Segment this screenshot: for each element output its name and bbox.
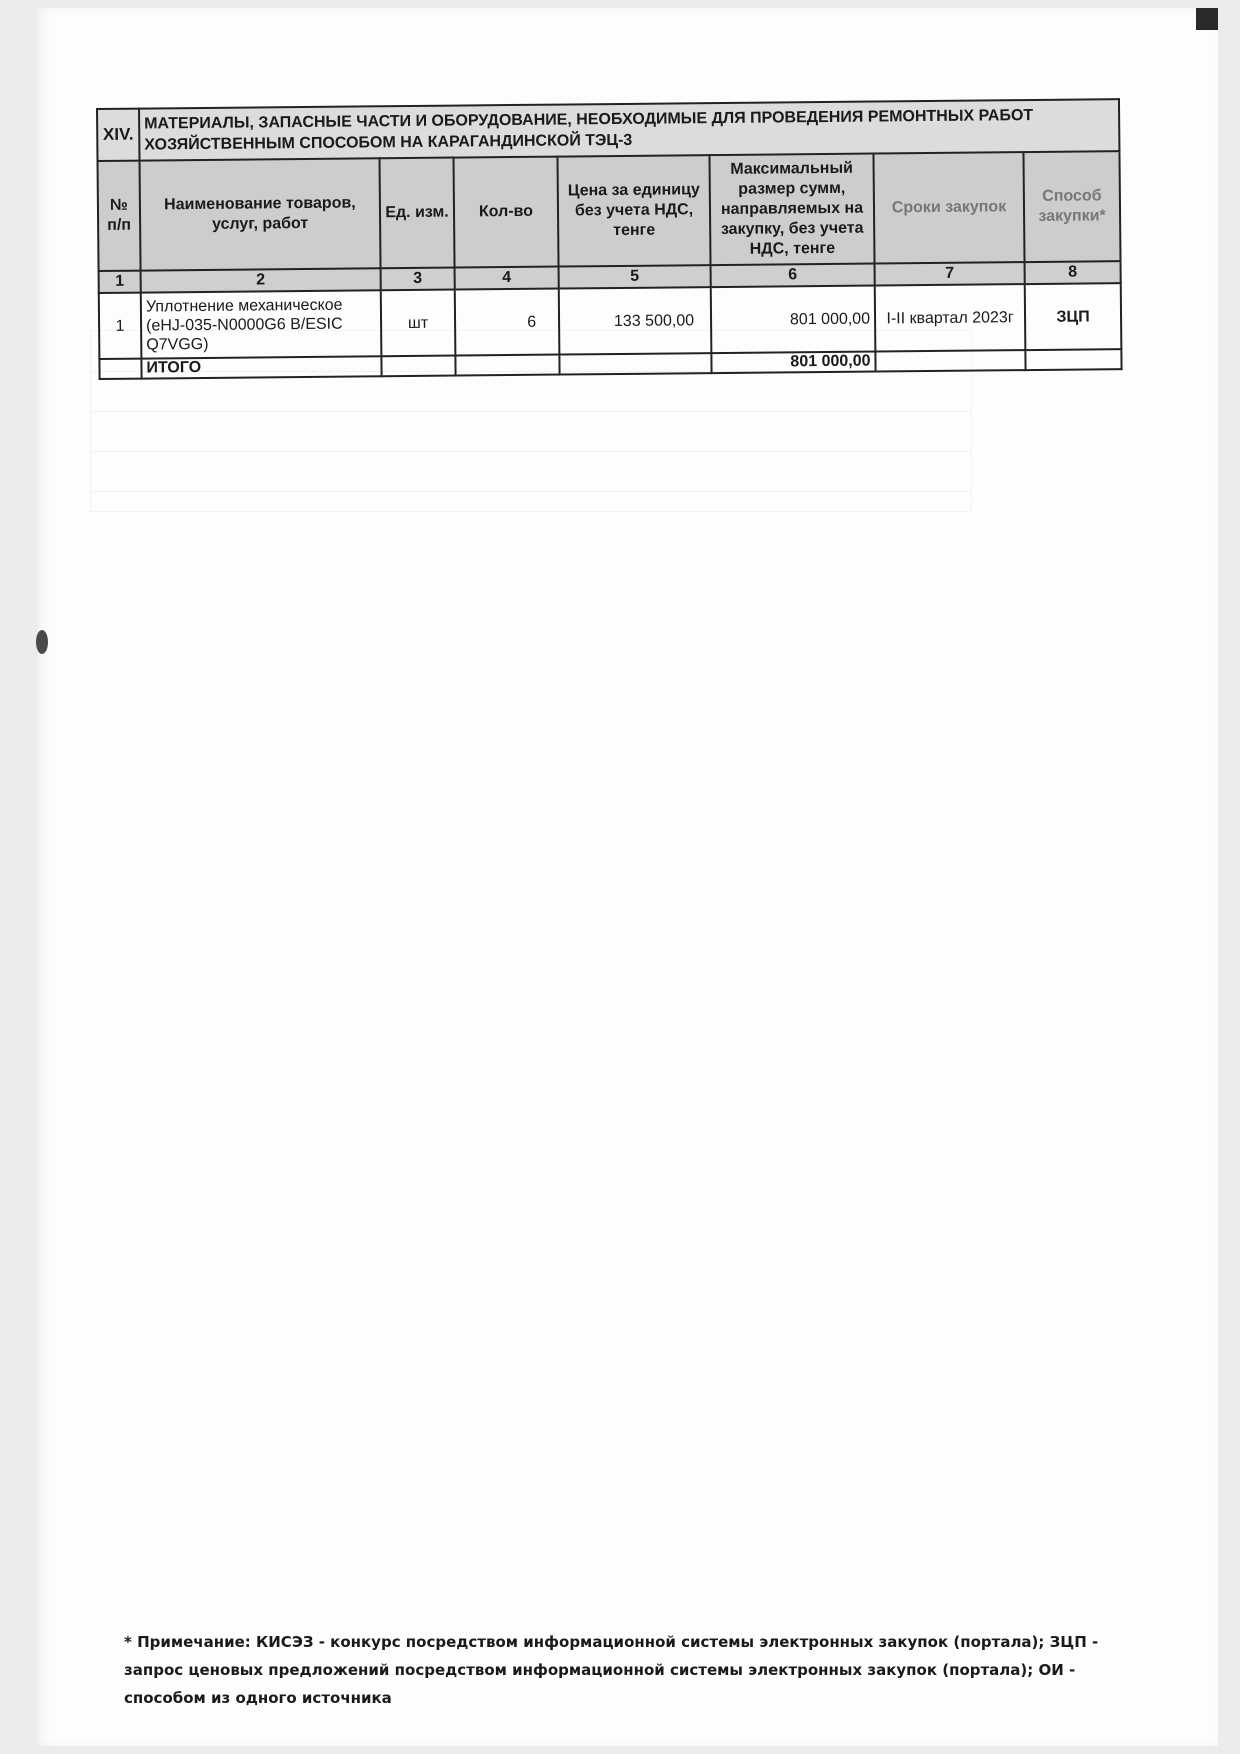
cell-price: 133 500,00	[559, 287, 712, 354]
col-header-qty: Кол-во	[453, 157, 558, 268]
cell-name: Уплотнение механическое (eHJ-035-N0000G6 B/ESIC Q7VGG)	[141, 290, 382, 358]
col-number: 6	[711, 264, 875, 288]
col-header-price: Цена за единицу без учета НДС, тенге	[557, 155, 710, 266]
procurement-table	[96, 98, 1123, 380]
footnote-line1: * Примечание: КИСЭЗ - конкурс посредством информационной системы электронных закупок (портала); ЗЦП -	[124, 1633, 1099, 1651]
col-header-period: Сроки закупок	[873, 152, 1024, 263]
col-number: 5	[559, 265, 711, 288]
col-header-name: Наименование товаров, услуг, работ	[140, 158, 381, 270]
scan-edge-mark	[1196, 8, 1218, 30]
col-number: 2	[141, 268, 381, 292]
section-title-line2: ХОЗЯЙСТВЕННЫМ СПОСОБОМ НА КАРАГАНДИНСКОЙ ТЭЦ-3	[144, 131, 633, 154]
cell-period: I-II квартал 2023г	[875, 284, 1026, 351]
footnote-line2: запрос ценовых предложений посредством информационной системы электронных закупок (портала); ОИ -	[124, 1661, 1076, 1679]
total-empty-cell	[455, 355, 559, 376]
section-title	[139, 99, 1120, 160]
cell-qty: 6	[455, 289, 560, 356]
total-empty-cell	[1025, 349, 1121, 370]
binder-hole-mark	[36, 630, 48, 654]
total-empty-cell	[875, 350, 1025, 371]
col-number: 7	[875, 262, 1025, 285]
col-number: 8	[1025, 261, 1121, 284]
total-label: ИТОГО	[141, 356, 381, 378]
total-empty-cell	[381, 356, 455, 377]
col-header-num: № п/п	[98, 161, 141, 271]
col-number: 3	[381, 268, 455, 291]
total-empty-cell	[99, 359, 141, 379]
col-header-max-sum: Максимальный размер сумм, направляемых на закупку, без учета НДС, тенге	[709, 154, 874, 266]
cell-num: 1	[99, 293, 142, 359]
col-header-method: Способ закупки*	[1023, 151, 1120, 262]
table-row	[99, 283, 1122, 359]
col-number: 1	[99, 271, 141, 293]
section-title-line1: МАТЕРИАЛЫ, ЗАПАСНЫЕ ЧАСТИ И ОБОРУДОВАНИЕ, НЕОБХОДИМЫЕ ДЛЯ ПРОВЕДЕНИЯ РЕМОНТНЫХ РАБОТ	[144, 107, 1034, 133]
cell-max-sum: 801 000,00	[711, 286, 876, 354]
total-sum: 801 000,00	[711, 352, 875, 374]
column-header-row	[98, 151, 1121, 271]
cell-method: ЗЦП	[1025, 283, 1122, 350]
col-number: 4	[455, 267, 559, 290]
footnote-line3: способом из одного источника	[124, 1689, 392, 1707]
col-header-unit: Ед. изм.	[379, 158, 454, 269]
cell-unit: шт	[381, 290, 456, 357]
footnote	[124, 1628, 1124, 1712]
total-empty-cell	[559, 353, 711, 374]
section-number: XIV.	[97, 109, 139, 161]
